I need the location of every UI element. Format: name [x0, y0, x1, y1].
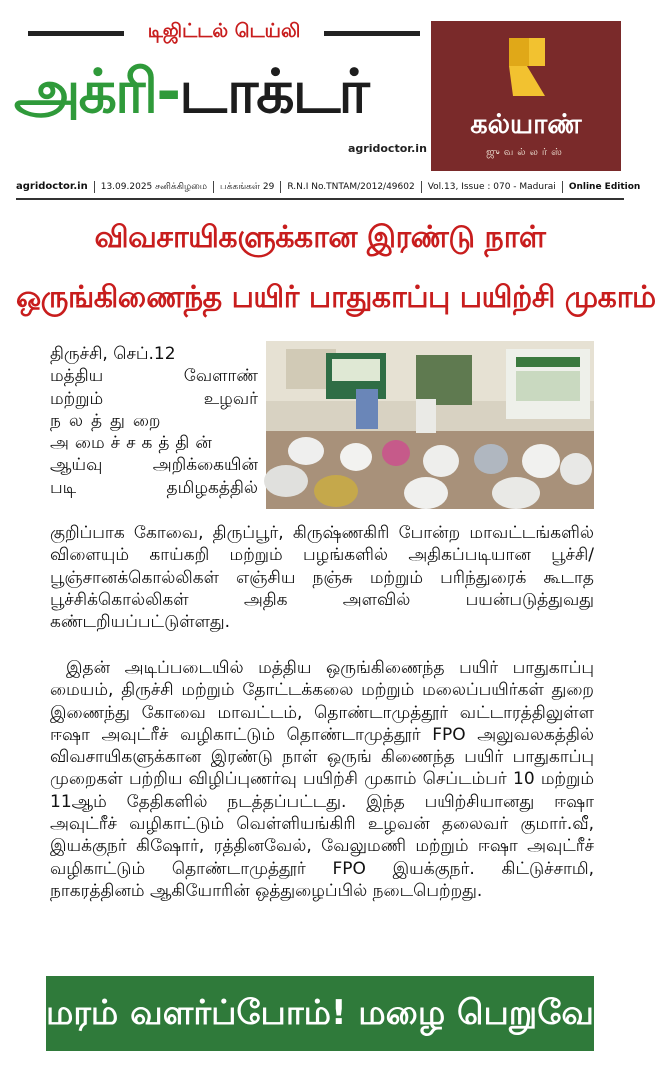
tagline: டிஜிட்டல் டெய்லி: [147, 20, 301, 42]
info-rni: R.N.I No.TNTAM/2012/49602: [280, 181, 420, 193]
article-paragraph-2: இதன் அடிப்படையில் மத்திய ஒருங்கிணைந்த பயிர் பாதுகாப்பு மையம், திருச்சி மற்றும் தோட்டக்கலை மற்றும் மலைப்பயிர்கள் துறை இணைந்து கோவை மாவட்டம், தொண்டாமுத்தூர் வட்டாரத்திலுள்ள ஈஷா அவுட்ரீச் வழிகாட்டும் தொண்டாமுத்தூர் FPO அலுவலகத்தில் விவசாயிகளுக்கான இரண்டு நாள் ஒருங் கிணைந்த பயிர் பாதுகாப்பு முறைகள் பற்றிய விழிப்புணர்வு பயிற்சி முகாம் செப்டம்பர் 10 மற்றும் 11ஆம் தேதிகளில் நடத்தப்பட்டது. இந்த பயிற்சியானது ஈஷா அவுட்ரீச் வழிகாட்டும் வெள்ளியங்கிரி உழவன் தலைவர் குமார்.வீ, இயக்குநர் கிஷோர், ரத்தினவேல், வேலுமணி மற்றும் ஈஷா அவுட்ரீச் வழிகாட்டும் தொண்டாமுத்தூர் FPO இயக்குநர். கிட்டுச்சாமி, நாகரத்தினம் ஆகியோரின் ஒத்துழைப்பில் நடைபெற்றது.: [50, 658, 594, 901]
tagline-block: [28, 20, 420, 46]
newspaper-logo: [14, 44, 424, 140]
issue-info-bar: [16, 178, 641, 196]
narrow-line: மற்றும் உழவர்: [50, 388, 258, 409]
masthead: [0, 0, 640, 178]
event-photo: [266, 341, 594, 509]
article-dateline: திருச்சி, செப்.12: [50, 344, 176, 364]
tagline-rule-left: [28, 31, 124, 36]
logo-dash: -: [156, 57, 180, 127]
headline-line-2: ஒருங்கிணைந்த பயிர் பாதுகாப்பு பயிற்சி முகாம்: [16, 280, 656, 315]
article-paragraph-1: குறிப்பாக கோவை, திருப்பூர், கிருஷ்ணகிரி போன்ற மாவட்டங்களில் விளையும் காய்கறி மற்றும் பழங்களில் அதிகப்படியான பூச்சி/பூஞ்சானக்கொல்லிகள் எஞ்சிய நஞ்சு மற்றும் பரிந்துரைக் கூடாத பூச்சிக்கொல்லிகள் அதிக அளவில் பயன்படுத்துவது கண்டறியப்பட்டுள்ளது.: [50, 523, 594, 633]
logo-site: agridoctor.in: [348, 142, 427, 155]
headline-line-1: விவசாயிகளுக்கான இரண்டு நாள்: [94, 220, 546, 255]
narrow-line: படி தமிழகத்தில்: [50, 477, 258, 498]
logo-part2: டாக்டர்: [179, 57, 368, 127]
info-edition: Online Edition: [562, 181, 647, 193]
narrow-line: நலத்துறை: [50, 410, 169, 431]
article-narrow-column: [50, 343, 258, 499]
narrow-line: ஆய்வு அறிக்கையின்: [50, 455, 258, 476]
slogan-banner: மரம் வளர்ப்போம்! மழை பெறுவோம்!: [46, 976, 594, 1051]
narrow-line: மத்திய வேளாண்: [50, 366, 258, 387]
header-divider: [16, 198, 624, 200]
logo-part1: அக்ரி: [14, 57, 157, 127]
narrow-line: அமைச்சகத்தின்: [50, 433, 218, 454]
info-pages: பக்கங்கள் 29: [213, 181, 280, 193]
info-date: 13.09.2025 சனிக்கிழமை: [94, 181, 213, 193]
ad-brand-name: கல்யாண்: [470, 109, 582, 140]
info-volume: Vol.13, Issue : 070 - Madurai: [421, 181, 562, 193]
advertisement[interactable]: [431, 21, 621, 171]
info-site: agridoctor.in: [16, 181, 88, 192]
kalyan-emblem-icon: [507, 36, 547, 98]
ad-brand-subtitle: ஜுவல்லர்ஸ்: [486, 147, 566, 158]
tagline-rule-right: [324, 31, 420, 36]
